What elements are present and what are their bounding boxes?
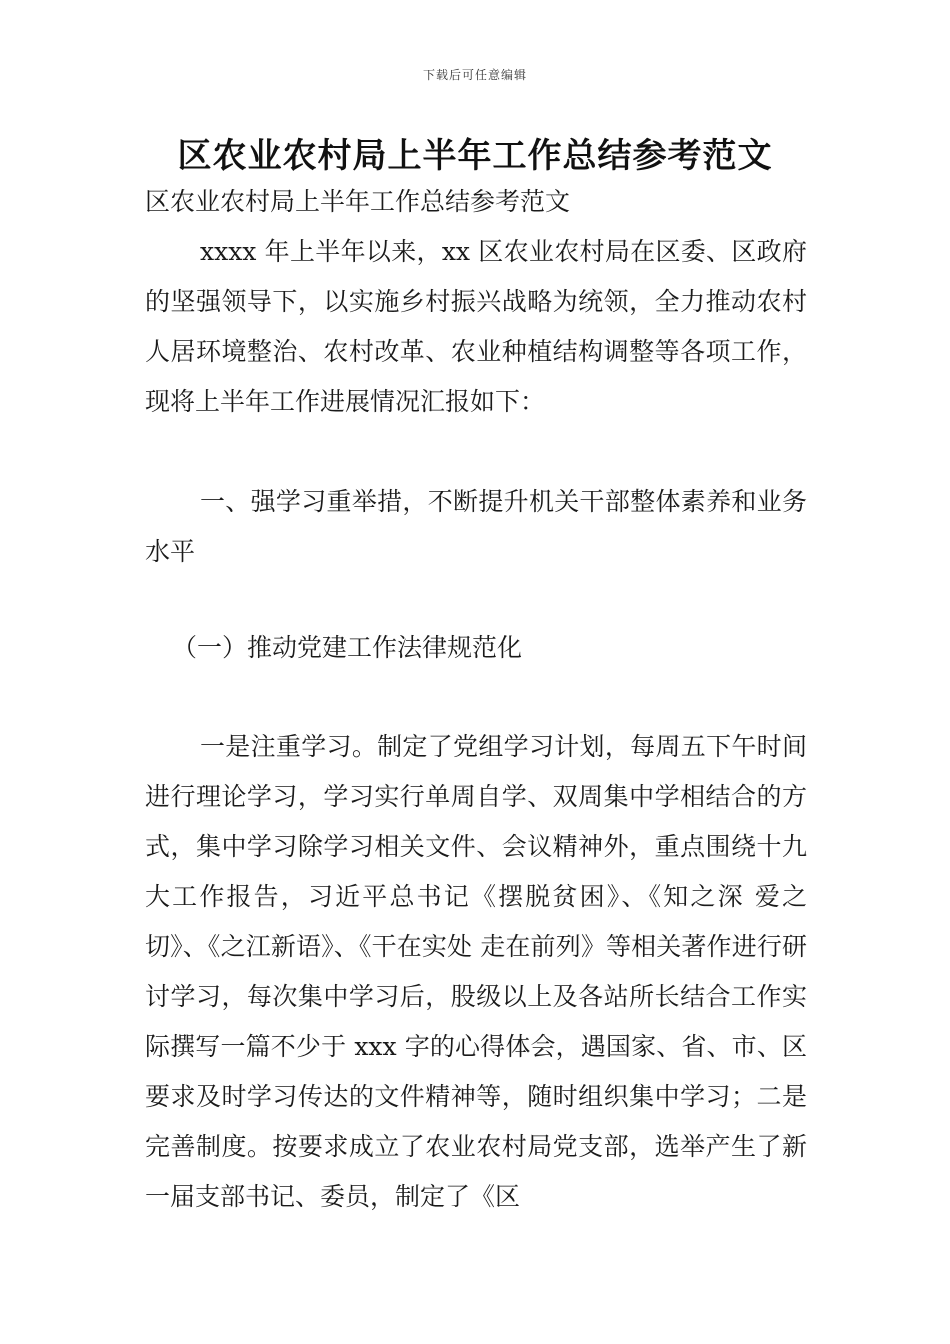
document-title: 区农业农村局上半年工作总结参考范文	[177, 136, 773, 176]
header-note: 下载后可任意编辑	[422, 68, 527, 82]
document-subtitle: 区农业农村局上半年工作总结参考范文	[145, 187, 571, 216]
section-heading-1: 一、强学习重举措，不断提升机关干部整体素养和业务水平	[145, 487, 807, 566]
subsection-heading-1: （一）推动党建工作法律规范化	[172, 633, 523, 662]
study-paragraph: 一是注重学习。制定了党组学习计划，每周五下午时间进行理论学习，学习实行单周自学、双周集中学相结合的方式，集中学习除学习相关文件、会议精神外，重点围绕十九大工作报告，习近平总书记《摆脱贫困》、《知之深 爱之切》、《之江新语》、《干在实处 走在前列》等相关著作进行研讨学习，每次集中学习后，股级以上及各站所长结合工作实际撰写一篇不少于 xxx 字的心得体会，遇国家、省、市、区要求及时学习传达的文件精神等，随时组织集中学习；二是完善制度。按要求成立了农业农村局党支部，选举产生了新一届支部书记、委员，制定了《区	[145, 732, 807, 1211]
intro-paragraph: xxxx 年上半年以来，xx 区农业农村局在区委、区政府的坚强领导下，以实施乡村振兴战略为统领，全力推动农村人居环境整治、农村改革、农业种植结构调整等各项工作，现将上半年工作进展情况汇报如下：	[145, 237, 807, 416]
